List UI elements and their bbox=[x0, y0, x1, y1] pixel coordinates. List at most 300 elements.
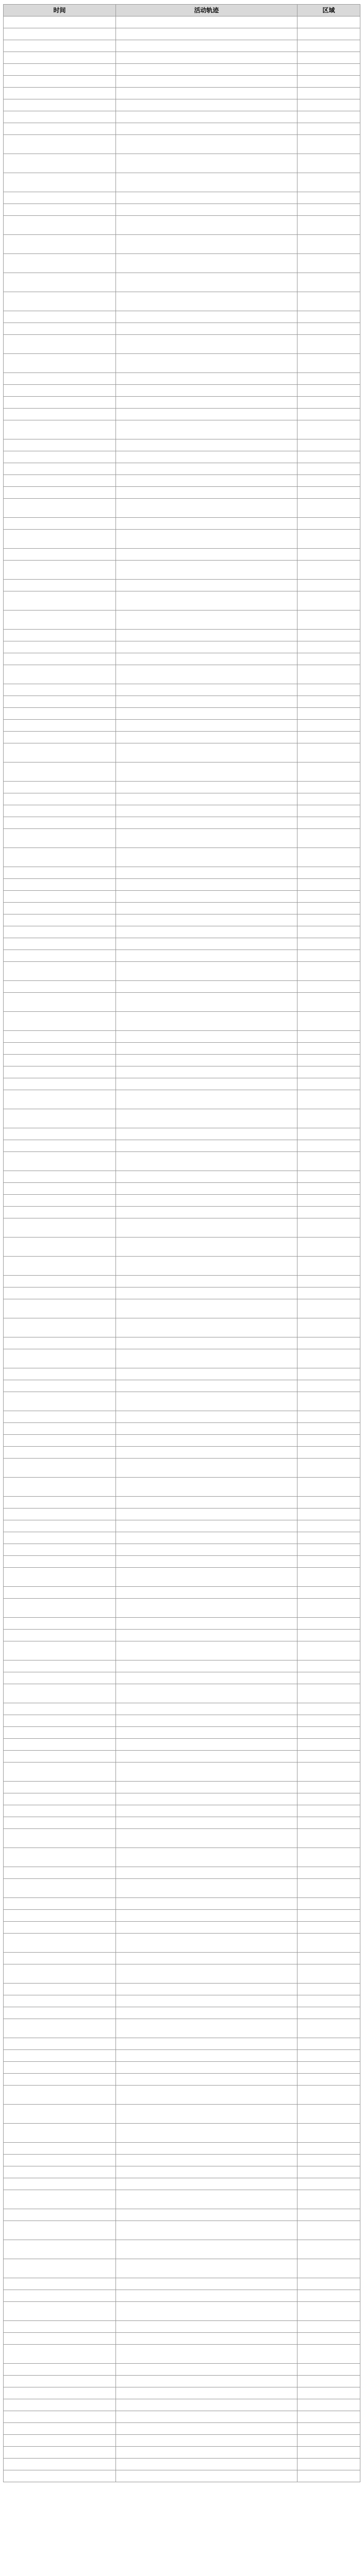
time-cell bbox=[4, 914, 116, 926]
table-row bbox=[4, 1751, 360, 1762]
area-cell bbox=[297, 2074, 360, 2086]
activity-trajectory-sheet bbox=[3, 4, 360, 2482]
activity-cell bbox=[116, 1337, 297, 1349]
area-cell bbox=[297, 88, 360, 99]
time-cell bbox=[4, 829, 116, 848]
activity-cell bbox=[116, 793, 297, 805]
area-cell bbox=[297, 1751, 360, 1762]
activity-cell bbox=[116, 805, 297, 817]
activity-cell bbox=[116, 762, 297, 782]
time-cell bbox=[4, 518, 116, 530]
area-cell bbox=[297, 2423, 360, 2435]
time-cell bbox=[4, 2411, 116, 2423]
activity-cell bbox=[116, 499, 297, 518]
table-row bbox=[4, 2290, 360, 2302]
table-row bbox=[4, 1672, 360, 1684]
time-cell bbox=[4, 40, 116, 52]
area-cell bbox=[297, 123, 360, 135]
time-cell bbox=[4, 475, 116, 487]
table-row bbox=[4, 2007, 360, 2019]
table-row bbox=[4, 665, 360, 684]
area-cell bbox=[297, 2459, 360, 2470]
activity-cell bbox=[116, 981, 297, 993]
area-cell bbox=[297, 16, 360, 28]
activity-cell bbox=[116, 2190, 297, 2209]
activity-cell bbox=[116, 1171, 297, 1183]
activity-cell bbox=[116, 1817, 297, 1829]
table-row bbox=[4, 1090, 360, 1109]
activity-cell bbox=[116, 311, 297, 323]
activity-cell bbox=[116, 463, 297, 475]
area-cell bbox=[297, 311, 360, 323]
activity-cell bbox=[116, 373, 297, 385]
activity-cell bbox=[116, 2259, 297, 2278]
activity-cell bbox=[116, 1497, 297, 1509]
table-row bbox=[4, 1497, 360, 1509]
time-cell bbox=[4, 1012, 116, 1031]
table-row bbox=[4, 829, 360, 848]
area-cell bbox=[297, 1257, 360, 1276]
activity-cell bbox=[116, 817, 297, 829]
table-row bbox=[4, 1922, 360, 1934]
table-row bbox=[4, 1257, 360, 1276]
area-cell bbox=[297, 2240, 360, 2259]
area-cell bbox=[297, 1829, 360, 1848]
table-row bbox=[4, 1435, 360, 1447]
time-cell bbox=[4, 323, 116, 335]
time-cell bbox=[4, 1447, 116, 1459]
table-row bbox=[4, 720, 360, 732]
activity-cell bbox=[116, 1423, 297, 1435]
area-cell bbox=[297, 475, 360, 487]
area-cell bbox=[297, 2155, 360, 2166]
table-row bbox=[4, 1848, 360, 1867]
table-row bbox=[4, 848, 360, 867]
time-cell bbox=[4, 373, 116, 385]
time-cell bbox=[4, 1090, 116, 1109]
time-cell bbox=[4, 2178, 116, 2190]
area-cell bbox=[297, 273, 360, 292]
activity-cell bbox=[116, 1898, 297, 1910]
table-row bbox=[4, 1031, 360, 1043]
time-cell bbox=[4, 1520, 116, 1532]
table-row bbox=[4, 2459, 360, 2470]
area-cell bbox=[297, 1012, 360, 1031]
time-cell bbox=[4, 451, 116, 463]
time-cell bbox=[4, 696, 116, 708]
area-cell bbox=[297, 1618, 360, 1630]
time-cell bbox=[4, 1739, 116, 1751]
table-row bbox=[4, 938, 360, 950]
area-cell bbox=[297, 1497, 360, 1509]
activity-cell bbox=[116, 451, 297, 463]
area-cell bbox=[297, 1459, 360, 1478]
activity-cell bbox=[116, 653, 297, 665]
activity-cell bbox=[116, 1922, 297, 1934]
table-row bbox=[4, 1703, 360, 1715]
time-cell bbox=[4, 1660, 116, 1672]
time-cell bbox=[4, 111, 116, 123]
table-row bbox=[4, 1910, 360, 1922]
time-cell bbox=[4, 420, 116, 439]
table-row bbox=[4, 1109, 360, 1128]
activity-cell bbox=[116, 2435, 297, 2447]
activity-cell bbox=[116, 549, 297, 561]
time-cell bbox=[4, 204, 116, 216]
table-row bbox=[4, 439, 360, 451]
table-row bbox=[4, 235, 360, 254]
table-row bbox=[4, 335, 360, 354]
time-cell bbox=[4, 2321, 116, 2333]
area-cell bbox=[297, 1207, 360, 1218]
activity-cell bbox=[116, 1392, 297, 1411]
area-cell bbox=[297, 2290, 360, 2302]
table-row bbox=[4, 926, 360, 938]
area-cell bbox=[297, 2143, 360, 2155]
area-cell bbox=[297, 1898, 360, 1910]
activity-cell bbox=[116, 1183, 297, 1195]
activity-cell bbox=[116, 1587, 297, 1599]
activity-cell bbox=[116, 1727, 297, 1739]
table-row bbox=[4, 2387, 360, 2399]
activity-cell bbox=[116, 2278, 297, 2290]
area-cell bbox=[297, 2038, 360, 2050]
activity-cell bbox=[116, 1867, 297, 1879]
table-row bbox=[4, 1587, 360, 1599]
table-body bbox=[4, 16, 360, 2482]
activity-cell bbox=[116, 123, 297, 135]
activity-cell bbox=[116, 879, 297, 891]
table-row bbox=[4, 1509, 360, 1520]
area-cell bbox=[297, 1556, 360, 1568]
time-cell bbox=[4, 1411, 116, 1423]
time-cell bbox=[4, 762, 116, 782]
activity-cell bbox=[116, 2333, 297, 2345]
activity-cell bbox=[116, 1672, 297, 1684]
table-row bbox=[4, 273, 360, 292]
area-cell bbox=[297, 2387, 360, 2399]
time-cell bbox=[4, 173, 116, 192]
table-row bbox=[4, 28, 360, 40]
table-row bbox=[4, 1183, 360, 1195]
time-cell bbox=[4, 1805, 116, 1817]
activity-cell bbox=[116, 720, 297, 732]
activity-cell bbox=[116, 1599, 297, 1618]
area-cell bbox=[297, 1238, 360, 1257]
time-cell bbox=[4, 1867, 116, 1879]
time-cell bbox=[4, 1031, 116, 1043]
time-cell bbox=[4, 630, 116, 641]
area-cell bbox=[297, 2105, 360, 2124]
time-cell bbox=[4, 1910, 116, 1922]
activity-cell bbox=[116, 1276, 297, 1287]
area-cell bbox=[297, 1090, 360, 1109]
table-row bbox=[4, 397, 360, 409]
area-cell bbox=[297, 665, 360, 684]
table-row bbox=[4, 2019, 360, 2038]
table-row bbox=[4, 1411, 360, 1423]
activity-cell bbox=[116, 2423, 297, 2435]
activity-cell bbox=[116, 475, 297, 487]
table-row bbox=[4, 1349, 360, 1368]
time-cell bbox=[4, 2470, 116, 2482]
area-cell bbox=[297, 1349, 360, 1368]
time-cell bbox=[4, 99, 116, 111]
activity-cell bbox=[116, 204, 297, 216]
area-cell bbox=[297, 993, 360, 1012]
activity-cell bbox=[116, 1066, 297, 1078]
area-cell bbox=[297, 2411, 360, 2423]
area-cell bbox=[297, 708, 360, 720]
time-cell bbox=[4, 708, 116, 720]
table-row bbox=[4, 2124, 360, 2143]
activity-cell bbox=[116, 2364, 297, 2376]
time-cell bbox=[4, 1478, 116, 1497]
activity-cell bbox=[116, 1509, 297, 1520]
table-row bbox=[4, 1599, 360, 1618]
time-cell bbox=[4, 793, 116, 805]
table-row bbox=[4, 2435, 360, 2447]
time-cell bbox=[4, 1934, 116, 1953]
header-time: 时间 bbox=[4, 5, 116, 16]
activity-cell bbox=[116, 2302, 297, 2321]
activity-cell bbox=[116, 2470, 297, 2482]
area-cell bbox=[297, 373, 360, 385]
area-cell bbox=[297, 641, 360, 653]
activity-cell bbox=[116, 28, 297, 40]
activity-cell bbox=[116, 518, 297, 530]
area-cell bbox=[297, 204, 360, 216]
area-cell bbox=[297, 2209, 360, 2221]
table-row bbox=[4, 2143, 360, 2155]
area-cell bbox=[297, 52, 360, 64]
table-row bbox=[4, 630, 360, 641]
time-cell bbox=[4, 123, 116, 135]
activity-cell bbox=[116, 2209, 297, 2221]
area-cell bbox=[297, 354, 360, 373]
time-cell bbox=[4, 385, 116, 397]
area-cell bbox=[297, 235, 360, 254]
activity-cell bbox=[116, 273, 297, 292]
activity-cell bbox=[116, 487, 297, 499]
area-cell bbox=[297, 28, 360, 40]
table-row bbox=[4, 451, 360, 463]
area-cell bbox=[297, 696, 360, 708]
table-row bbox=[4, 1318, 360, 1337]
activity-cell bbox=[116, 1660, 297, 1672]
table-row bbox=[4, 1078, 360, 1090]
table-row bbox=[4, 684, 360, 696]
table-row bbox=[4, 1556, 360, 1568]
activity-cell bbox=[116, 2411, 297, 2423]
table-row bbox=[4, 743, 360, 762]
area-cell bbox=[297, 926, 360, 938]
area-cell bbox=[297, 805, 360, 817]
time-cell bbox=[4, 1349, 116, 1368]
table-row bbox=[4, 1984, 360, 1995]
activity-cell bbox=[116, 1953, 297, 1964]
table-row bbox=[4, 1660, 360, 1672]
table-row bbox=[4, 641, 360, 653]
time-cell bbox=[4, 938, 116, 950]
table-row bbox=[4, 993, 360, 1012]
table-row bbox=[4, 2074, 360, 2086]
table-row bbox=[4, 254, 360, 273]
table-row bbox=[4, 1995, 360, 2007]
activity-cell bbox=[116, 2062, 297, 2074]
time-cell bbox=[4, 1497, 116, 1509]
area-cell bbox=[297, 1984, 360, 1995]
activity-cell bbox=[116, 696, 297, 708]
activity-cell bbox=[116, 1630, 297, 1641]
time-cell bbox=[4, 950, 116, 962]
table-row bbox=[4, 2447, 360, 2459]
time-cell bbox=[4, 135, 116, 154]
table-row bbox=[4, 2364, 360, 2376]
activity-cell bbox=[116, 1910, 297, 1922]
area-cell bbox=[297, 1043, 360, 1055]
area-cell bbox=[297, 1703, 360, 1715]
area-cell bbox=[297, 1964, 360, 1984]
activity-cell bbox=[116, 891, 297, 903]
time-cell bbox=[4, 463, 116, 475]
time-cell bbox=[4, 2459, 116, 2470]
table-row bbox=[4, 2221, 360, 2240]
activity-cell bbox=[116, 2178, 297, 2190]
time-cell bbox=[4, 1532, 116, 1544]
activity-cell bbox=[116, 2166, 297, 2178]
area-cell bbox=[297, 1684, 360, 1703]
activity-cell bbox=[116, 1829, 297, 1848]
area-cell bbox=[297, 323, 360, 335]
area-cell bbox=[297, 530, 360, 549]
activity-cell bbox=[116, 1751, 297, 1762]
activity-cell bbox=[116, 2086, 297, 2105]
area-cell bbox=[297, 1140, 360, 1152]
time-cell bbox=[4, 1995, 116, 2007]
table-row bbox=[4, 1879, 360, 1898]
table-row bbox=[4, 1829, 360, 1848]
time-cell bbox=[4, 993, 116, 1012]
table-row bbox=[4, 580, 360, 591]
area-cell bbox=[297, 518, 360, 530]
table-row bbox=[4, 40, 360, 52]
activity-cell bbox=[116, 2321, 297, 2333]
area-cell bbox=[297, 653, 360, 665]
table-row bbox=[4, 2321, 360, 2333]
table-row bbox=[4, 2062, 360, 2074]
table-row bbox=[4, 1630, 360, 1641]
time-cell bbox=[4, 499, 116, 518]
time-cell bbox=[4, 28, 116, 40]
time-cell bbox=[4, 1195, 116, 1207]
area-cell bbox=[297, 1218, 360, 1238]
activity-cell bbox=[116, 1447, 297, 1459]
area-cell bbox=[297, 2321, 360, 2333]
table-row bbox=[4, 1447, 360, 1459]
time-cell bbox=[4, 2376, 116, 2387]
activity-cell bbox=[116, 40, 297, 52]
time-cell bbox=[4, 1715, 116, 1727]
time-cell bbox=[4, 1817, 116, 1829]
activity-cell bbox=[116, 1411, 297, 1423]
area-cell bbox=[297, 2124, 360, 2143]
time-cell bbox=[4, 2143, 116, 2155]
time-cell bbox=[4, 1218, 116, 1238]
activity-cell bbox=[116, 914, 297, 926]
area-cell bbox=[297, 64, 360, 76]
time-cell bbox=[4, 235, 116, 254]
activity-cell bbox=[116, 154, 297, 173]
area-cell bbox=[297, 2086, 360, 2105]
activity-cell bbox=[116, 397, 297, 409]
activity-cell bbox=[116, 439, 297, 451]
area-cell bbox=[297, 173, 360, 192]
table-row bbox=[4, 891, 360, 903]
area-cell bbox=[297, 76, 360, 88]
table-row bbox=[4, 817, 360, 829]
time-cell bbox=[4, 1964, 116, 1984]
area-cell bbox=[297, 499, 360, 518]
time-cell bbox=[4, 1066, 116, 1078]
area-cell bbox=[297, 1544, 360, 1556]
table-row bbox=[4, 561, 360, 580]
activity-cell bbox=[116, 1995, 297, 2007]
table-row bbox=[4, 1276, 360, 1287]
activity-cell bbox=[116, 1207, 297, 1218]
activity-cell bbox=[116, 2345, 297, 2364]
table-row bbox=[4, 1392, 360, 1411]
time-cell bbox=[4, 254, 116, 273]
table-row bbox=[4, 409, 360, 420]
time-cell bbox=[4, 732, 116, 743]
area-cell bbox=[297, 1423, 360, 1435]
header-activity: 活动轨迹 bbox=[116, 5, 297, 16]
time-cell bbox=[4, 1109, 116, 1128]
activity-cell bbox=[116, 829, 297, 848]
table-row bbox=[4, 475, 360, 487]
time-cell bbox=[4, 1128, 116, 1140]
time-cell bbox=[4, 216, 116, 235]
activity-cell bbox=[116, 1532, 297, 1544]
activity-cell bbox=[116, 962, 297, 981]
area-cell bbox=[297, 684, 360, 696]
activity-cell bbox=[116, 1043, 297, 1055]
activity-cell bbox=[116, 2074, 297, 2086]
table-row bbox=[4, 1641, 360, 1660]
table-row bbox=[4, 1817, 360, 1829]
time-cell bbox=[4, 2447, 116, 2459]
area-cell bbox=[297, 292, 360, 311]
table-row bbox=[4, 591, 360, 611]
table-row bbox=[4, 2209, 360, 2221]
table-row bbox=[4, 732, 360, 743]
table-row bbox=[4, 135, 360, 154]
area-cell bbox=[297, 254, 360, 273]
activity-cell bbox=[116, 1218, 297, 1238]
area-cell bbox=[297, 1727, 360, 1739]
activity-cell bbox=[116, 1641, 297, 1660]
activity-cell bbox=[116, 665, 297, 684]
table-row bbox=[4, 1739, 360, 1751]
activity-cell bbox=[116, 580, 297, 591]
activity-cell bbox=[116, 2143, 297, 2155]
table-row bbox=[4, 1762, 360, 1782]
activity-cell bbox=[116, 76, 297, 88]
activity-cell bbox=[116, 1703, 297, 1715]
table-row bbox=[4, 1805, 360, 1817]
activity-cell bbox=[116, 420, 297, 439]
